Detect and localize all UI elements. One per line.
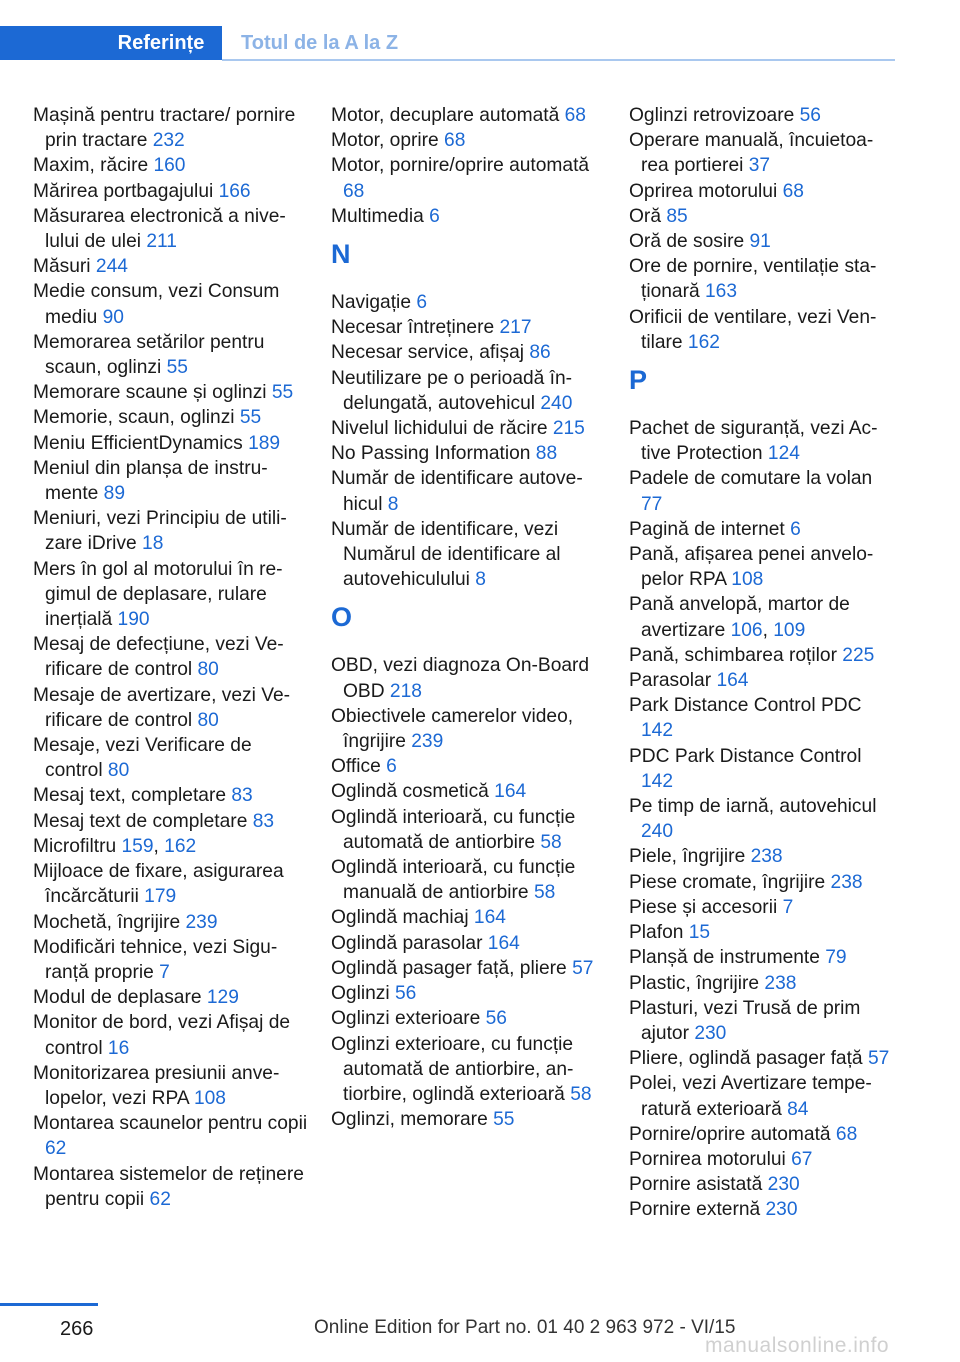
index-entry xyxy=(33,985,308,1010)
index-entry xyxy=(629,744,894,794)
index-entry-text: Oglindă interioară, cu funcție automată de antiorbire xyxy=(331,806,576,853)
page-link[interactable]: 15 xyxy=(688,922,711,944)
index-entry-text: Oră de sosire xyxy=(629,231,750,253)
index-entry-text: Montarea scaunelor pentru copii xyxy=(33,1113,308,1135)
index-entry-text: Pornire/oprire automată xyxy=(629,1123,836,1145)
index-entry xyxy=(629,592,894,642)
index-entry xyxy=(629,1071,894,1121)
index-entry-text: Padele de comutare la volan xyxy=(629,468,873,490)
page-link[interactable]: 129 xyxy=(206,987,239,1009)
index-entry-text: Orificii de ventilare, vezi Ventilare xyxy=(629,306,877,353)
page-link[interactable]: 56 xyxy=(485,1008,507,1030)
page-link[interactable]: 108 xyxy=(193,1087,226,1109)
index-entry xyxy=(33,1162,308,1212)
index-entry xyxy=(331,441,601,466)
header-divider xyxy=(222,59,895,61)
page-link[interactable]: 79 xyxy=(825,947,847,969)
index-entry xyxy=(629,517,894,542)
index-entry xyxy=(629,1197,894,1222)
page-number: 266 xyxy=(60,1318,94,1340)
index-entry-text: Memorarea setărilor pentru scaun, oglinzi xyxy=(33,331,265,379)
watermark: manualsonline.info xyxy=(705,1334,890,1357)
index-entry-text: Mesaje de avertizare, vezi Verificare de control xyxy=(33,684,291,731)
page-link[interactable]: 106 xyxy=(730,619,763,641)
page-link[interactable]: 7 xyxy=(782,896,794,918)
index-entry-text: Memorie, scaun, oglinzi xyxy=(33,407,240,429)
index-column-3 xyxy=(629,103,894,1223)
page-link[interactable]: 58 xyxy=(540,831,562,853)
index-entry xyxy=(331,754,601,779)
tab-references-label: Referințe xyxy=(117,31,205,54)
tab-a-to-z[interactable] xyxy=(241,26,398,60)
index-entry-text: Multimedia xyxy=(331,205,430,227)
index-entry-text: Planșă de instrumente xyxy=(629,947,826,969)
index-entry-text: Măsuri xyxy=(33,256,96,278)
index-entry-text: No Passing Information xyxy=(331,443,536,465)
index-entry xyxy=(331,779,601,804)
page-link[interactable]: 225 xyxy=(842,644,875,666)
page-link[interactable]: 230 xyxy=(765,1199,798,1221)
index-entry xyxy=(33,809,308,834)
index-entry xyxy=(629,693,894,743)
index-entry-text: Pornirea motorului xyxy=(629,1148,792,1170)
page-link[interactable]: 164 xyxy=(473,907,506,929)
page-link[interactable]: 232 xyxy=(152,130,185,152)
page-link[interactable]: 215 xyxy=(552,418,585,440)
page-link[interactable]: 6 xyxy=(429,205,440,227)
index-entry-text: Pornire asistată xyxy=(629,1174,768,1196)
index-entry xyxy=(33,103,308,153)
index-entry xyxy=(629,204,894,229)
page-link[interactable]: 160 xyxy=(153,155,186,177)
index-entry-text: Ore de pornire, ventilație staționară xyxy=(629,256,877,303)
index-entry xyxy=(33,506,308,556)
index-entry xyxy=(629,895,894,920)
page-link[interactable]: 37 xyxy=(748,155,771,177)
page-link[interactable]: 6 xyxy=(790,518,801,540)
index-entry-text: Monitor de bord, vezi Afișaj de control xyxy=(33,1012,291,1059)
page-link[interactable]: 6 xyxy=(416,292,427,314)
index-entry-text: Oglindă interioară, cu funcție manuală de antiorbire xyxy=(331,857,576,904)
index-entry-text: OBD, vezi diagnoza On-Board OBD xyxy=(331,655,590,702)
tab-references[interactable] xyxy=(0,26,222,60)
page-link[interactable]: 91 xyxy=(749,231,771,253)
index-entry xyxy=(331,981,601,1006)
page-link[interactable]: 68 xyxy=(343,180,365,202)
page-link[interactable]: 164 xyxy=(487,932,520,954)
index-entry-text: Oglinzi retrovizoare xyxy=(629,105,800,126)
header xyxy=(0,26,895,62)
page-link[interactable]: 142 xyxy=(641,720,674,742)
index-entry-text: Număr de identificare, vezi Numărul de identificare al autovehiculului xyxy=(331,518,561,591)
page-link[interactable]: 89 xyxy=(103,483,126,505)
index-entry-text: Pană anvelopă, martor de avertizare xyxy=(629,594,850,641)
page-link[interactable]: 230 xyxy=(694,1022,727,1044)
page-link[interactable]: 83 xyxy=(231,785,253,807)
index-entry-text: Meniu EfficientDynamics xyxy=(33,432,249,454)
section-letter: P xyxy=(629,365,648,396)
index-entry xyxy=(33,204,308,254)
index-entry-text: Neutilizare pe o perioadă îndelungată, autovehicul xyxy=(331,367,573,414)
index-entry xyxy=(33,330,308,380)
index-entry-text: Mașină pentru tractare/ pornire prin tractare xyxy=(33,105,296,152)
index-entry-text: Oglindă machiaj xyxy=(331,907,474,929)
page-link[interactable]: 8 xyxy=(387,493,399,515)
index-entry xyxy=(331,931,601,956)
page-link[interactable]: 159 xyxy=(121,835,154,857)
index-entry xyxy=(629,254,894,304)
page-link[interactable]: 239 xyxy=(185,911,218,933)
page-link[interactable]: 166 xyxy=(218,180,251,202)
index-entry xyxy=(33,910,308,935)
page-link[interactable]: 86 xyxy=(529,342,551,364)
index-entry-text: Modul de deplasare xyxy=(33,987,207,1009)
index-entry-text: Pană, schimbarea roților xyxy=(629,644,843,666)
index-entry xyxy=(33,431,308,456)
page-link[interactable]: 164 xyxy=(494,781,527,803)
index-entry xyxy=(629,1147,894,1172)
index-entry xyxy=(629,305,894,355)
page-link[interactable]: 7 xyxy=(159,961,170,983)
index-entry xyxy=(629,128,894,178)
index-entry-text: Meniul din planșa de instrumente xyxy=(33,457,268,505)
index-entry-text: Măsurarea electronică a nivelului de ulei xyxy=(33,205,286,253)
index-entry xyxy=(331,704,601,754)
index-entry xyxy=(629,668,894,693)
index-entry-text: Maxim, răcire xyxy=(33,155,154,177)
section-letter: O xyxy=(331,602,353,633)
page-link[interactable]: 68 xyxy=(782,180,804,202)
index-entry-text: Mijloace de fixare, asigurarea încărcăturii xyxy=(33,861,284,908)
page-link[interactable]: 56 xyxy=(394,983,417,1005)
index-entry xyxy=(331,340,601,365)
page-link[interactable]: 55 xyxy=(271,382,294,404)
index-entry xyxy=(33,254,308,279)
index-entry-text: Mesaj text de completare xyxy=(33,810,253,832)
page-link[interactable]: 211 xyxy=(146,231,177,253)
page-link[interactable]: 57 xyxy=(572,957,594,979)
page-link[interactable]: 68 xyxy=(444,130,466,152)
index-entry xyxy=(629,179,894,204)
index-entry-text: Piese și accesorii xyxy=(629,896,783,918)
index-entry-text: Mesaje, vezi Verificare de control xyxy=(33,735,252,782)
index-entry-text: Oglindă pasager față, pliere xyxy=(331,957,573,979)
page-link[interactable]: 162 xyxy=(687,331,720,353)
page-link[interactable]: 83 xyxy=(252,810,275,832)
index-entry-text: Oglindă parasolar xyxy=(331,932,488,954)
index-entry-text: Piele, îngrijire xyxy=(629,846,751,868)
page-link[interactable]: 55 xyxy=(239,407,262,429)
footer-rule xyxy=(0,1303,98,1306)
index-entry-text: Mochetă, îngrijire xyxy=(33,911,186,933)
index-entry-text: Montarea sistemelor de reținere pentru copii xyxy=(33,1163,304,1210)
index-entry-text: Polei, vezi Avertizare temperatură exterioară xyxy=(629,1073,872,1120)
index-entry xyxy=(629,1172,894,1197)
index-entry-text: Oglinzi exterioare xyxy=(331,1008,486,1030)
section-letter: N xyxy=(331,239,351,270)
index-entry-text: Office xyxy=(331,756,387,778)
page-link[interactable]: 109 xyxy=(773,619,806,641)
index-entry xyxy=(629,229,894,254)
index-entry xyxy=(331,517,601,593)
page-link[interactable]: 179 xyxy=(144,886,177,908)
page-link[interactable]: 55 xyxy=(493,1109,515,1131)
index-entry xyxy=(331,956,601,981)
index-entry-text: Motor, oprire xyxy=(331,130,445,152)
index-entry-text: Operare manuală, încuietoarea portierei xyxy=(629,130,874,177)
page-link[interactable]: 218 xyxy=(389,680,422,702)
index-entry-text: Plafon xyxy=(629,922,689,944)
page-link[interactable]: 239 xyxy=(411,731,444,753)
page-link[interactable]: 189 xyxy=(248,432,281,454)
page-link[interactable]: 163 xyxy=(705,281,738,303)
index-entry xyxy=(629,794,894,844)
index-entry-text: Park Distance Control PDC xyxy=(629,695,862,717)
page-link[interactable]: 108 xyxy=(731,569,764,591)
page-separator: , xyxy=(153,835,165,857)
index-entry xyxy=(629,416,894,466)
index-entry-text: Motor, pornire/oprire automată xyxy=(331,155,590,177)
page-link[interactable]: 142 xyxy=(641,770,674,792)
index-entry xyxy=(33,153,308,178)
index-entry xyxy=(331,315,601,340)
index-entry xyxy=(331,204,601,229)
index-entry xyxy=(33,1061,308,1111)
index-entry-text: Microfiltru xyxy=(33,835,122,857)
index-entry-text: Parasolar xyxy=(629,670,717,692)
index-entry xyxy=(331,128,601,153)
index-entry-text: Plasturi, vezi Trusă de prim ajutor xyxy=(629,997,861,1044)
index-entry-text: Piese cromate, îngrijire xyxy=(629,871,831,893)
index-entry xyxy=(331,905,601,930)
index-entry xyxy=(33,405,308,430)
index-entry-text: Mărirea portbagajului xyxy=(33,180,219,202)
index-entry xyxy=(629,1122,894,1147)
index-entry xyxy=(33,1111,308,1161)
index-entry-text: Număr de identificare autovehicul xyxy=(331,468,583,515)
index-entry-text: Necesar service, afișaj xyxy=(331,342,530,364)
index-entry-text: Modificări tehnice, vezi Siguranță proprie xyxy=(33,936,278,983)
index-entry xyxy=(33,279,308,329)
index-entry xyxy=(331,1107,601,1132)
index-entry-text: Mesaj de defecțiune, vezi Verificare de control xyxy=(33,634,284,681)
page-separator: , xyxy=(762,619,774,641)
index-entry xyxy=(331,1006,601,1031)
index-entry xyxy=(33,859,308,909)
index-entry xyxy=(33,733,308,783)
index-entry xyxy=(629,542,894,592)
index-entry-text: Meniuri, vezi Principiu de utilizare iDrive xyxy=(33,508,287,555)
page-link[interactable]: 80 xyxy=(107,760,130,782)
index-entry xyxy=(331,466,601,516)
index-entry xyxy=(33,1010,308,1060)
index-entry-text: Obiectivele camerelor video, îngrijire xyxy=(331,705,574,753)
index-entry-text: PDC Park Distance Control xyxy=(629,745,862,767)
index-entry xyxy=(629,103,894,128)
index-entry xyxy=(33,456,308,506)
page-link[interactable]: 67 xyxy=(791,1148,813,1170)
page-link[interactable]: 164 xyxy=(716,670,749,692)
page-link[interactable]: 57 xyxy=(867,1048,890,1070)
page-link[interactable]: 62 xyxy=(149,1188,171,1210)
index-entry xyxy=(629,920,894,945)
page-link[interactable]: 190 xyxy=(117,609,150,631)
page-link[interactable]: 8 xyxy=(475,569,486,591)
page-link[interactable]: 244 xyxy=(95,256,128,278)
index-entry xyxy=(33,380,308,405)
page-link[interactable]: 68 xyxy=(835,1123,858,1145)
edition-note: Online Edition for Part no. 01 40 2 963 972 - VI/15 xyxy=(314,1317,736,1338)
page-link[interactable]: 80 xyxy=(197,659,219,681)
page-link[interactable]: 162 xyxy=(164,835,197,857)
index-entry xyxy=(629,870,894,895)
index-entry-text: Oglinzi exterioare, cu funcție automată de antiorbire, antiorbire, oglindă exterioară xyxy=(331,1033,574,1105)
page-link[interactable]: 88 xyxy=(535,443,558,465)
page-link[interactable]: 230 xyxy=(767,1174,800,1196)
page-link[interactable]: 238 xyxy=(830,871,863,893)
index-entry xyxy=(331,805,601,855)
index-entry-text: Mesaj text, completare xyxy=(33,785,232,807)
page-link[interactable]: 68 xyxy=(564,105,586,126)
index-entry xyxy=(331,366,601,416)
index-entry-text: Medie consum, vezi Consum mediu xyxy=(33,281,280,328)
index-entry-text: Monitorizarea presiunii anvelopelor, vezi RPA xyxy=(33,1062,280,1109)
index-entry xyxy=(331,416,601,441)
index-entry-text: Pliere, oglindă pasager față xyxy=(629,1048,868,1070)
index-entry-text: Oglindă cosmetică xyxy=(331,781,495,803)
index-entry xyxy=(33,557,308,633)
index-entry xyxy=(33,632,308,682)
page-link[interactable]: 124 xyxy=(767,443,800,465)
index-entry xyxy=(629,643,894,668)
index-entry-text: Pachet de siguranță, vezi Active Protection xyxy=(629,418,878,465)
index-entry-text: Oglinzi, memorare xyxy=(331,1109,494,1131)
index-entry xyxy=(331,290,601,315)
index-entry xyxy=(629,466,894,516)
page-link[interactable]: 18 xyxy=(142,533,164,555)
index-entry-text: Oprirea motorului xyxy=(629,180,783,202)
index-entry xyxy=(331,653,601,703)
page-link[interactable]: 240 xyxy=(641,821,674,843)
tab-a-to-z-label: Totul de la A la Z xyxy=(241,31,399,54)
index-entry xyxy=(629,996,894,1046)
index-entry-text: Oră xyxy=(629,205,667,227)
index-entry xyxy=(33,834,308,859)
index-entry xyxy=(629,844,894,869)
page-link[interactable]: 6 xyxy=(386,756,397,778)
page-link[interactable]: 55 xyxy=(166,357,188,379)
index-column-1 xyxy=(33,103,308,1212)
index-entry xyxy=(33,179,308,204)
page-link[interactable]: 58 xyxy=(533,882,556,904)
index-entry-text: Pe timp de iarnă, autovehicul xyxy=(629,796,877,818)
index-entry-text: Plastic, îngrijire xyxy=(629,972,765,994)
index-entry-text: Pornire externă xyxy=(629,1199,766,1221)
index-entry xyxy=(33,683,308,733)
index-entry xyxy=(629,945,894,970)
page-link[interactable]: 240 xyxy=(540,392,573,414)
index-entry xyxy=(331,855,601,905)
page-link[interactable]: 238 xyxy=(764,972,797,994)
index-column-2 xyxy=(331,103,601,1132)
page-link[interactable]: 85 xyxy=(666,205,688,227)
page-link[interactable]: 84 xyxy=(787,1098,809,1120)
index-entry-text: Oglinzi xyxy=(331,983,395,1005)
index-entry-text: Pagină de internet xyxy=(629,518,791,540)
index-entry-text: Memorare scaune și oglinzi xyxy=(33,382,272,404)
page-link[interactable]: 77 xyxy=(641,493,663,515)
index-entry xyxy=(331,1032,601,1108)
page-link[interactable]: 58 xyxy=(570,1083,592,1105)
index-entry-text: Pană, afișarea penei anvelopelor RPA xyxy=(629,544,874,591)
index-entry xyxy=(331,103,601,128)
index-entry xyxy=(331,153,601,203)
index-entry xyxy=(629,1046,894,1071)
page-link[interactable]: 90 xyxy=(102,306,124,328)
index-entry-text: Mers în gol al motorului în regimul de deplasare, rulare inerțială xyxy=(33,558,283,631)
index-entry xyxy=(33,935,308,985)
index-entry xyxy=(33,783,308,808)
page-link[interactable]: 238 xyxy=(750,846,783,868)
page-link[interactable]: 56 xyxy=(799,105,821,126)
page-link[interactable]: 16 xyxy=(107,1037,130,1059)
index-entry-text: Navigație xyxy=(331,292,417,314)
page-link[interactable]: 62 xyxy=(45,1138,67,1160)
page-link[interactable]: 217 xyxy=(499,317,532,339)
index-entry-text: Nivelul lichidului de răcire xyxy=(331,418,553,440)
index-entry-text: Necesar întreținere xyxy=(331,317,500,339)
index-entry xyxy=(629,971,894,996)
index-entry-text: Motor, decuplare automată xyxy=(331,105,565,126)
page-link[interactable]: 80 xyxy=(197,709,219,731)
